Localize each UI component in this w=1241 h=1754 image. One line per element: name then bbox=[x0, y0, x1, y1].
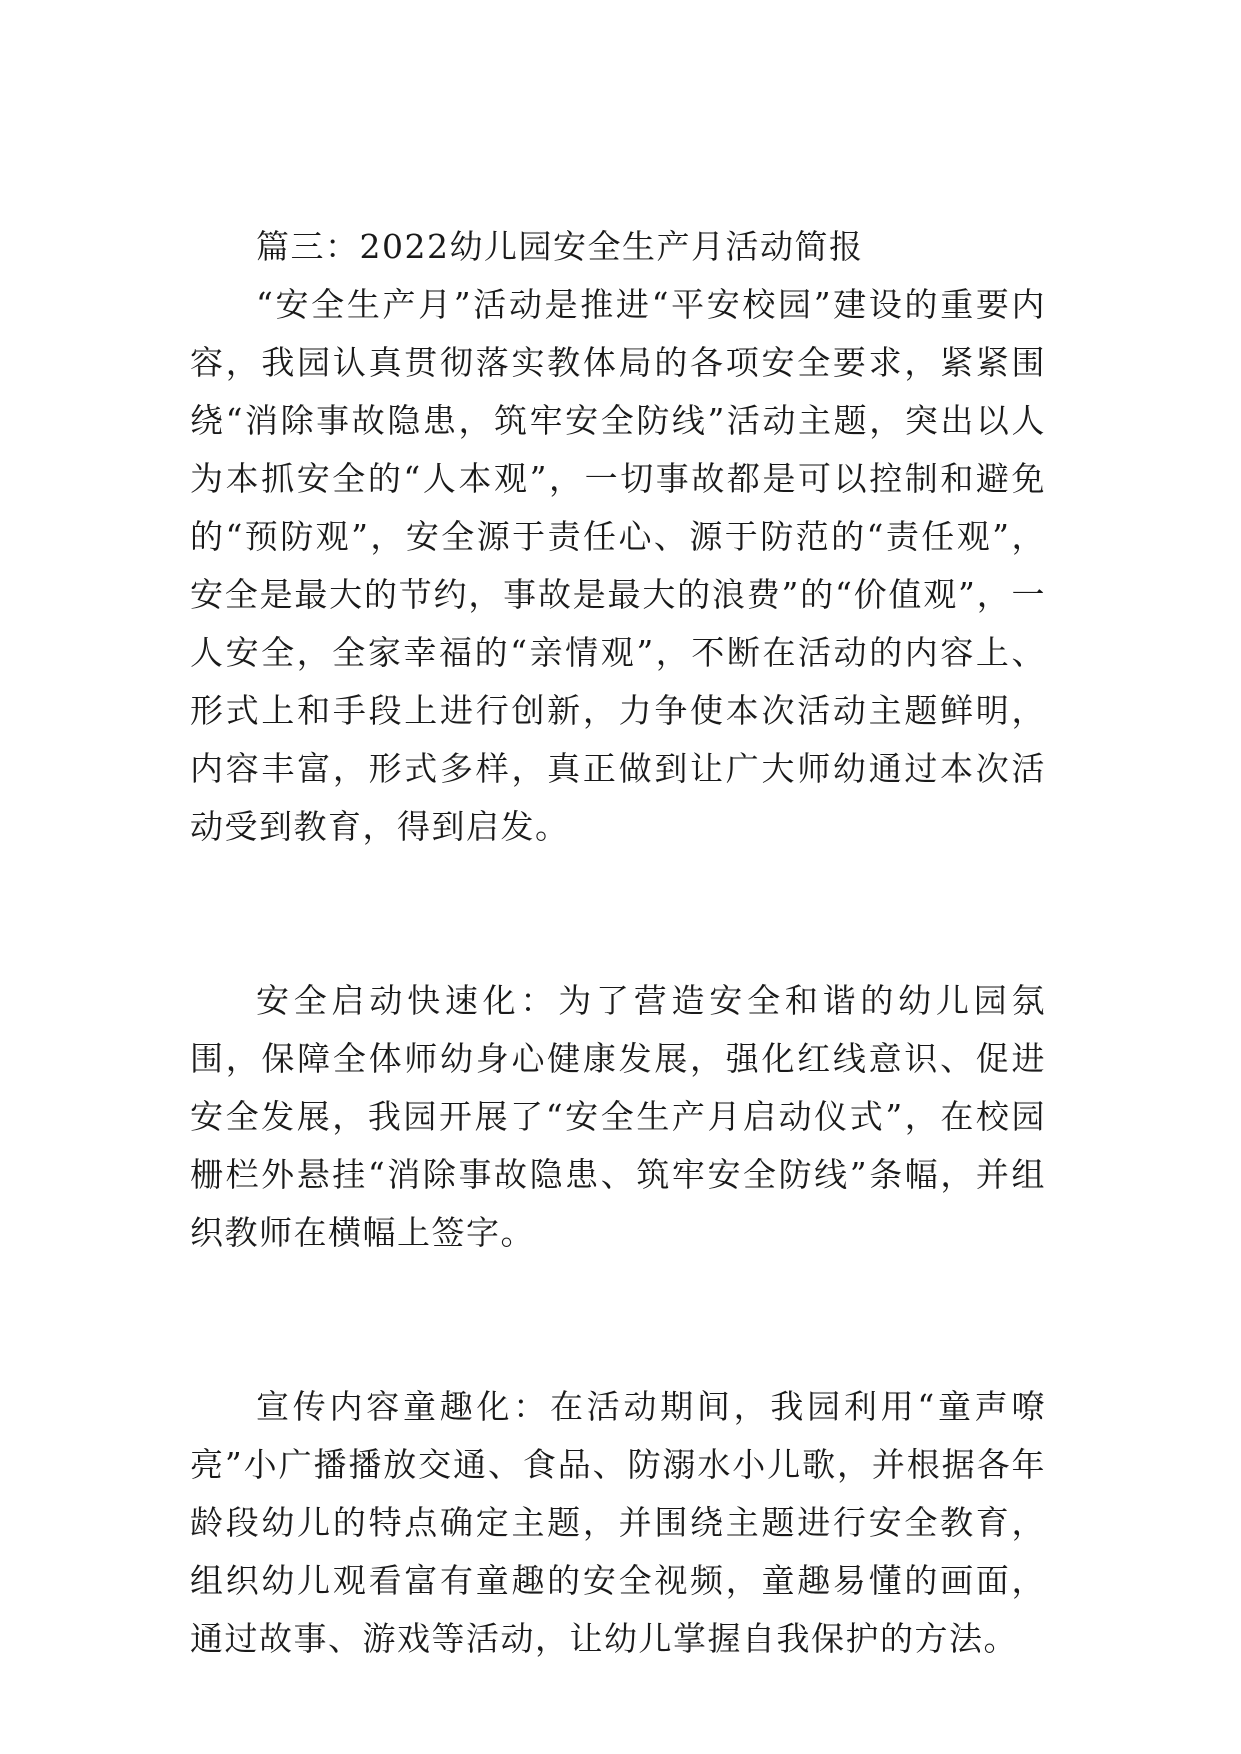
paragraph-intro: “安全生产月”活动是推进“平安校园”建设的重要内容，我园认真贯彻落实教体局的各项安全要求，紧紧围绕“消除事故隐患，筑牢安全防线”活动主题，突出以人为本抓安全的“人本观”，一切事故都是可以控制和避免的“预防观”，安全源于责任心、源于防范的“责任观”，安全是最大的节约，事故是最大的浪费”的“价值观”，一人安全，全家幸福的“亲情观”，不断在活动的内容上、形式上和手段上进行创新，力争使本次活动主题鲜明，内容丰富，形式多样，真正做到让广大师幼通过本次活动受到教育，得到启发。 bbox=[190, 285, 1046, 846]
document-body bbox=[190, 218, 1046, 1668]
paragraph-spacer bbox=[190, 1262, 1046, 1378]
paragraph-launch: 安全启动快速化：为了营造安全和谐的幼儿园氛围，保障全体师幼身心健康发展，强化红线意识、促进安全发展，我园开展了“安全生产月启动仪式”，在校园栅栏外悬挂“消除事故隐患、筑牢安全防线”条幅，并组织教师在横幅上签字。 bbox=[190, 981, 1046, 1252]
paragraph-spacer bbox=[190, 856, 1046, 972]
document-title: 篇三：2022幼儿园安全生产月活动简报 bbox=[256, 227, 864, 266]
paragraph-promotion: 宣传内容童趣化：在活动期间，我园利用“童声嘹亮”小广播播放交通、食品、防溺水小儿歌，并根据各年龄段幼儿的特点确定主题，并围绕主题进行安全教育，组织幼儿观看富有童趣的安全视频，童趣易懂的画面，通过故事、游戏等活动，让幼儿掌握自我保护的方法。 bbox=[190, 1387, 1046, 1658]
